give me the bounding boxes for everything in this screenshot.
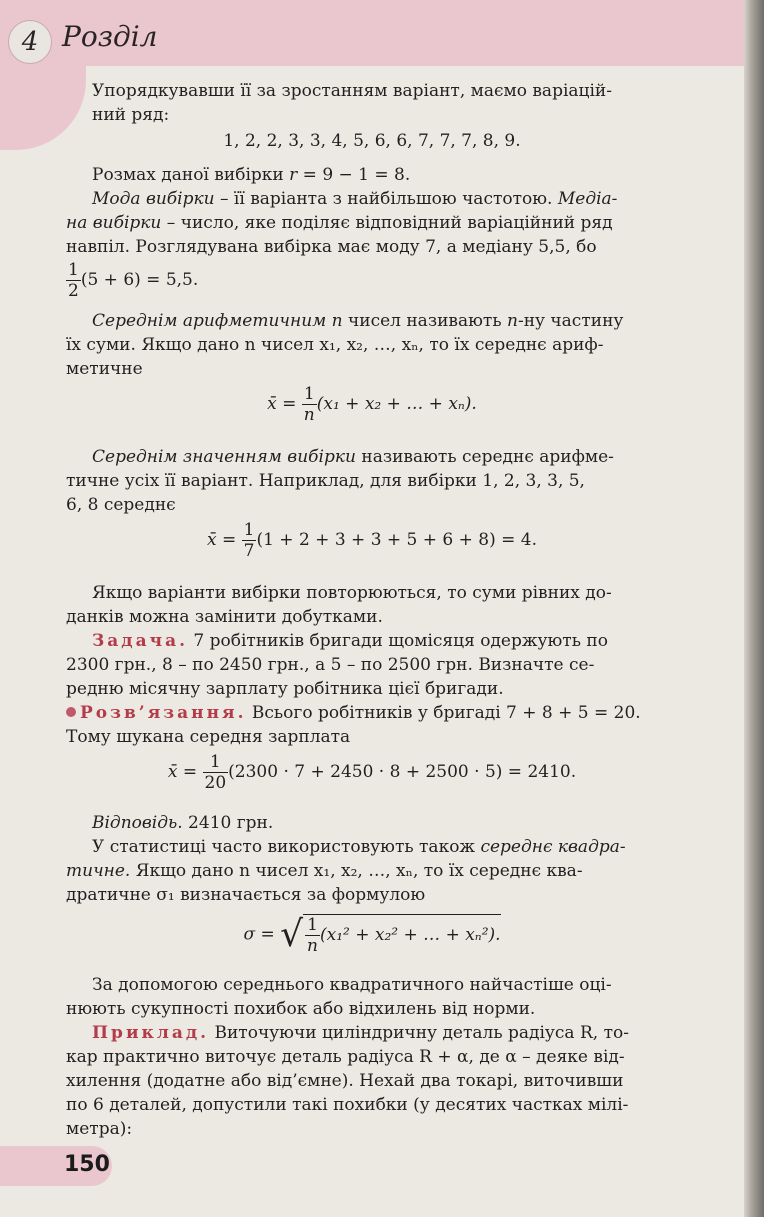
- page-number: 150: [64, 1152, 110, 1177]
- text-line: навпіл. Розглядувана вибірка має моду 7, а медіану 5,5, бо: [66, 237, 597, 257]
- example-label: Приклад.: [92, 1023, 210, 1043]
- answer-line: Відповідь. 2410 грн.: [92, 813, 274, 833]
- text-line: хилення (додатне або від’ємне). Нехай два токарі, виточивши: [66, 1071, 624, 1091]
- text-line: редню місячну зарплату робітника цієї бригади.: [66, 679, 504, 699]
- text-line: метра):: [66, 1119, 133, 1139]
- chapter-number: 4: [21, 27, 39, 57]
- text-line: 6, 8 середнє: [66, 495, 176, 515]
- chapter-title: Розділ: [62, 20, 158, 53]
- text-line: тичне усіх її варіант. Наприклад, для вибірки 1, 2, 3, 3, 5,: [66, 471, 585, 491]
- text-line: Мода вибірки – її варіанта з найбільшою частотою. Медіа-: [92, 189, 618, 209]
- page-edge: [744, 0, 764, 1217]
- sample-mean-formula: x̄ = $\frac{1}{7}$ (1 + 2 + 3 + 3 + 5 + 6 + 8) = 4.: [206, 520, 538, 561]
- text-line: Розмах даної вибірки r = 9 − 1 = 8.: [92, 165, 411, 185]
- solution-bullet-icon: [66, 707, 76, 717]
- text-line: данків можна замінити добутками.: [66, 607, 383, 627]
- text-line: За допомогою середнього квадратичного найчастіше оці-: [92, 975, 612, 995]
- text-line: нюють сукупності похибок або відхилень від норми.: [66, 999, 536, 1019]
- chapter-number-badge: [8, 20, 52, 64]
- task-line: Задача. 7 робітників бригади щомісяця одержують по: [92, 631, 608, 651]
- example-line: Приклад. Виточуючи циліндричну деталь радіуса R, то-: [92, 1023, 629, 1043]
- task-label: Задача.: [92, 631, 188, 651]
- text-line: тичне. Якщо дано n чисел x₁, x₂, …, xₙ, то їх середнє ква-: [66, 861, 583, 881]
- text-line: Упорядкувавши її за зростанням варіант, маємо варіацій-: [92, 81, 612, 101]
- text-line: Середнім арифметичним n чисел називають n-ну частину: [92, 311, 624, 331]
- text-line: У статистиці часто використовують також середнє квадра-: [92, 837, 626, 857]
- text-line: метичне: [66, 359, 143, 379]
- text-line: Якщо варіанти вибірки повторюються, то суми рівних до-: [92, 583, 612, 603]
- text-line: їх суми. Якщо дано n чисел x₁, x₂, …, xₙ, то їх середнє ариф-: [66, 335, 604, 355]
- text-line: 2300 грн., 8 – по 2450 грн., а 5 – по 2500 грн. Визначте се-: [66, 655, 595, 675]
- text-line: Тому шукана середня зарплата: [66, 727, 351, 747]
- text-line: Середнім значенням вибірки називають середнє арифме-: [92, 447, 614, 467]
- text-line: кар практично виточує деталь радіуса R + α, де α – деяке від-: [66, 1047, 625, 1067]
- variation-series: 1, 2, 2, 3, 3, 4, 5, 6, 6, 7, 7, 7, 8, 9.: [223, 131, 521, 151]
- text-line: на вибірки – число, яке поділяє відповідний варіаційний ряд: [66, 213, 613, 233]
- text-line: по 6 деталей, допустили такі похибки (у десятих частках мілі-: [66, 1095, 629, 1115]
- salary-formula: x̄ = $\frac{1}{20}$ (2300 · 7 + 2450 · 8 + 2500 · 5) = 2410.: [167, 752, 577, 793]
- median-formula: $\frac{1}{2}$ (5 + 6) = 5,5.: [68, 260, 199, 301]
- mean-formula: x̄ = $\frac{1}{n}$ (x₁ + x₂ + … + xₙ).: [267, 384, 477, 425]
- text-line: дратичне σ₁ визначається за формулою: [66, 885, 426, 905]
- solution-label: Розв’язання.: [80, 703, 247, 723]
- solution-line: Розв’язання. Всього робітників у бригаді 7 + 8 + 5 = 20.: [66, 702, 641, 724]
- text-line: ний ряд:: [92, 105, 170, 125]
- rms-formula: σ = √ $\frac{1}{n}$ (x₁² + x₂² + … + xₙ²).: [243, 914, 501, 956]
